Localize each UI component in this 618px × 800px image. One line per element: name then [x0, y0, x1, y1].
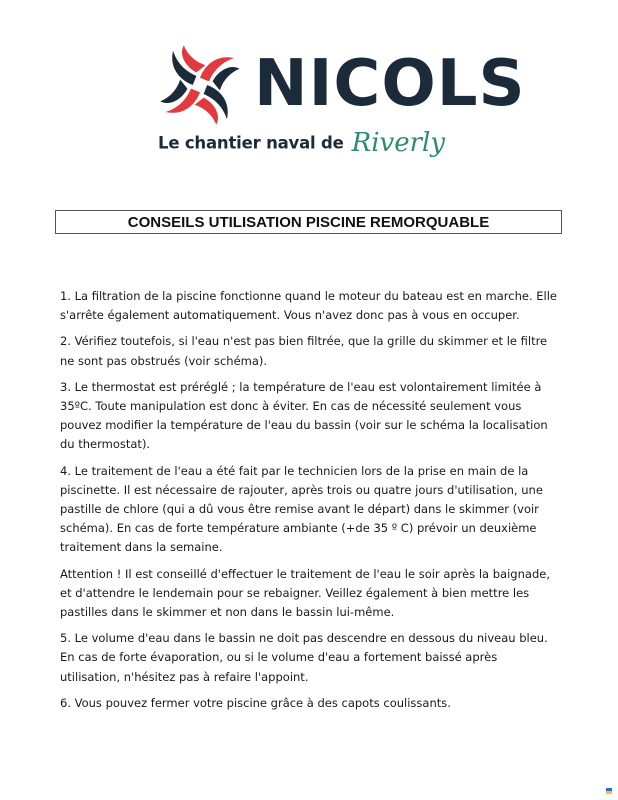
tagline-brand-logo: Riverly	[351, 128, 446, 158]
paragraph-3: 3. Le thermostat est préréglé ; la température de l'eau est volontairement limitée à 35ºC. Toute manipulation est donc à éviter. En cas de nécessité seulement vous pouvez modifier la température de l'eau du bassin (voir sur le schéma la localisation du thermostat).	[60, 379, 548, 452]
paragraph-attention: Attention ! Il est conseillé d'effectuer le traitement de l'eau le soir après la baignade, et d'attendre le lendemain pour se rebaigner. Veillez également à bien mettre les pastilles dans le skimmer et non dans le bassin lui-même.	[60, 566, 550, 620]
paragraph-1: 1. La filtration de la piscine fonctionne quand le moteur du bateau est en marche. Elle s'arrête également automatiquement. Vous n'avez donc pas à vous en occuper.	[60, 289, 558, 323]
document-title-box	[55, 210, 562, 234]
nicols-logo-icon	[155, 40, 245, 130]
document-body	[60, 287, 560, 720]
tagline-prefix: Le chantier naval de	[158, 133, 344, 153]
tagline	[158, 128, 445, 178]
document-title: CONSEILS UTILISATION PISCINE REMORQUABLE	[127, 213, 490, 231]
brand-name: NICOLS	[254, 47, 526, 121]
corner-flag-icon	[606, 788, 612, 794]
paragraph-2: 2. Vérifiez toutefois, si l'eau n'est pas bien filtrée, que la grille du skimmer et le filtre ne sont pas obstrués (voir schéma).	[60, 334, 548, 368]
paragraph-6: 6. Vous pouvez fermer votre piscine grâce à des capots coulissants.	[60, 695, 451, 710]
header	[0, 0, 618, 190]
paragraph-4: 4. Le traitement de l'eau a été fait par le technicien lors de la prise en main de la piscinette. Il est nécessaire de rajouter, après trois ou quatre jours d'utilisation, une pastille de chlore (qui a dû vous être remise avant le départ) dans le skimmer (voir schéma). En cas de forte température ambiante (+de 35 º C) prévoir un deuxième traitement dans la semaine.	[60, 463, 543, 555]
paragraph-5: 5. Le volume d'eau dans le bassin ne doit pas descendre en dessous du niveau bleu. En cas de forte évaporation, ou si le volume d'eau a fortement baissé après utilisation, n'hésitez pas à refaire l'appoint.	[60, 631, 548, 684]
